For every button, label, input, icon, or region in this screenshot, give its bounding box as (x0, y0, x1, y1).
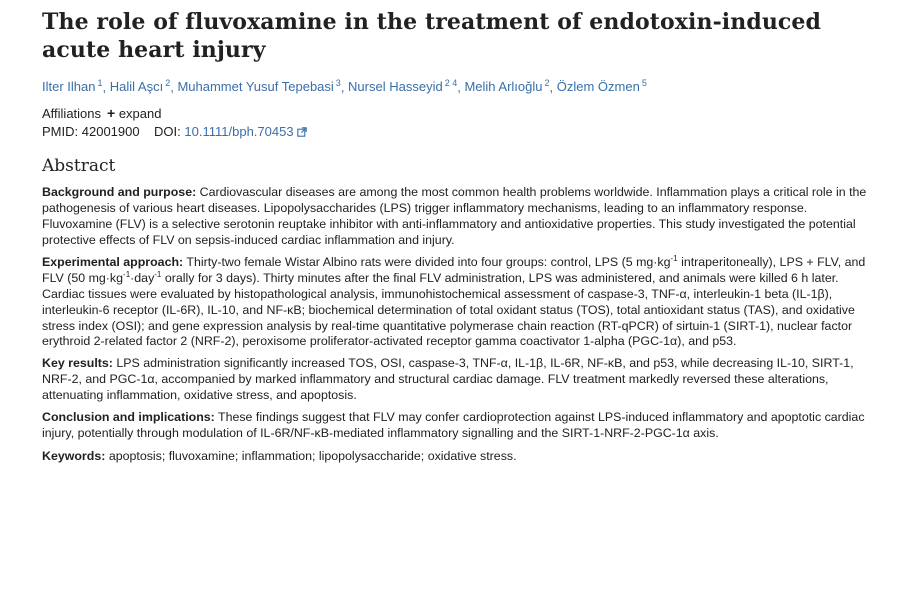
keywords-label: Keywords: (42, 448, 106, 463)
affiliations-label: Affiliations (42, 105, 102, 121)
plus-icon: + (107, 105, 116, 122)
abstract-background (42, 185, 870, 249)
external-link-icon (297, 127, 307, 137)
pmid-label: PMID: (42, 124, 79, 140)
background-text: Cardiovascular diseases are among the most common health problems worldwide. Inflammation plays a critical role in the pathogenesis of various heart diseases. Lipopolysaccharides (LPS) trigger inflammatory mechanisms, leading to an inflammatory response. Fluvoxamine (FLV) is a selective serotonin reuptake inhibitor with anti-inflammatory and antioxidative properties. This study investigated the potential protective effects of FLV on sepsis-induced cardiac inflammation and injury. (42, 185, 867, 248)
author-item (464, 79, 549, 94)
abstract-results (42, 356, 870, 404)
approach-sup-2: -1 (123, 269, 131, 279)
author-affil-ref[interactable]: 5 (641, 78, 647, 88)
abstract-heading: Abstract (42, 156, 116, 177)
expand-label: expand (118, 106, 162, 122)
author-item (557, 79, 647, 94)
doi-label: DOI: (154, 124, 181, 140)
author-link[interactable]: Özlem Özmen (556, 79, 640, 95)
approach-text-2: intraperitoneally), LPS + FLV, and FLV (50 mg·kg (42, 254, 866, 285)
author-affil-ref[interactable]: 2 4 (444, 78, 458, 88)
pmid-value: 42001900 (81, 124, 140, 140)
author-item (110, 79, 170, 94)
author-link[interactable]: Halil Aşcı (109, 79, 164, 95)
author-item (42, 79, 103, 94)
article-identifiers (42, 123, 870, 141)
approach-label: Experimental approach: (42, 254, 184, 269)
abstract-conclusion (42, 410, 870, 442)
author-list: Ilter Ilhan $^1$, Halil Aşcı $^2$, Muhammet Yusuf Tepebasi $^3$, Nursel Hasseyid $^{2 4}$, Melih Arlıoğlu $^2$, Özlem Özmen $^5$ (42, 78, 647, 95)
author-link[interactable]: Ilter Ilhan (42, 79, 96, 95)
approach-sup-3: -1 (154, 269, 162, 279)
author-affil-ref[interactable]: 3 (335, 78, 341, 88)
author-affil-ref[interactable]: 2 (544, 78, 550, 88)
affiliations-row (42, 104, 870, 123)
approach-text-3: ·day (130, 270, 155, 285)
results-label: Key results: (42, 356, 113, 371)
author-link[interactable]: Muhammet Yusuf Tepebasi (177, 79, 334, 95)
author-affil-ref[interactable]: 2 (165, 78, 171, 88)
author-link[interactable]: Melih Arlıoğlu (464, 79, 543, 95)
conclusion-label: Conclusion and implications: (42, 410, 215, 425)
approach-text-4: orally for 3 days). Thirty minutes after the final FLV administration, LPS was administered, and animals were killed 6 h later. Cardiac tissues were evaluated by histopathological analysis, immunohistochemical assessment of caspase-3, TNF-α, interleukin-1 beta (IL-1β), interleukin-6 receptor (IL-6R), IL-10, and NF-κB; biochemical determination of total oxidant status (TOS), total antioxidant status (TAS), and oxidative stress index (OSI); and gene expression analysis by real-time quantitative polymerase chain reaction (RT-qPCR) of sirtuin-1 (SIRT-1), nuclear factor erythroid 2-related factor 2 (NRF-2), peroxisome proliferator-activated receptor gamma coactivator 1-alpha (PGC-1α), and p53. (42, 270, 855, 349)
approach-sup-1: -1 (670, 253, 678, 263)
approach-text-1: Thirty-two female Wistar Albino rats were divided into four groups: control, LPS (5 mg·kg (186, 254, 671, 269)
keywords-text: apoptosis; fluvoxamine; inflammation; lipopolysaccharide; oxidative stress. (108, 448, 517, 463)
keywords (42, 448, 870, 464)
author-affil-ref[interactable]: 1 (97, 78, 103, 88)
doi-value: 10.1111/bph.70453 (184, 124, 294, 140)
conclusion-text: These findings suggest that FLV may confer cardioprotection against LPS-induced inflammatory and apoptotic cardiac injury, potentially through modulation of IL-6R/NF-κB-mediated inflammatory signalling and the SIRT-1-NRF-2-PGC-1α axis. (42, 410, 865, 441)
doi-link[interactable] (184, 124, 306, 139)
article-title: The role of fluvoxamine in the treatment of endotoxin-induced acute heart injury (42, 9, 821, 63)
author-item (348, 79, 457, 94)
abstract-approach (42, 255, 870, 350)
background-label: Background and purpose: (42, 185, 197, 200)
results-text: LPS administration significantly increased TOS, OSI, caspase-3, TNF-α, IL-1β, IL-6R, NF-κB, and p53, while decreasing IL-10, SIRT-1, NRF-2, and PGC-1α, accompanied by marked inflammatory and structural cardiac damage. FLV treatment markedly reversed these alterations, attenuating inflammation, oxidative stress, and apoptosis. (42, 356, 854, 403)
author-item (177, 79, 340, 94)
affiliations-expand-button[interactable] (107, 104, 161, 123)
author-link[interactable]: Nursel Hasseyid (348, 79, 443, 95)
